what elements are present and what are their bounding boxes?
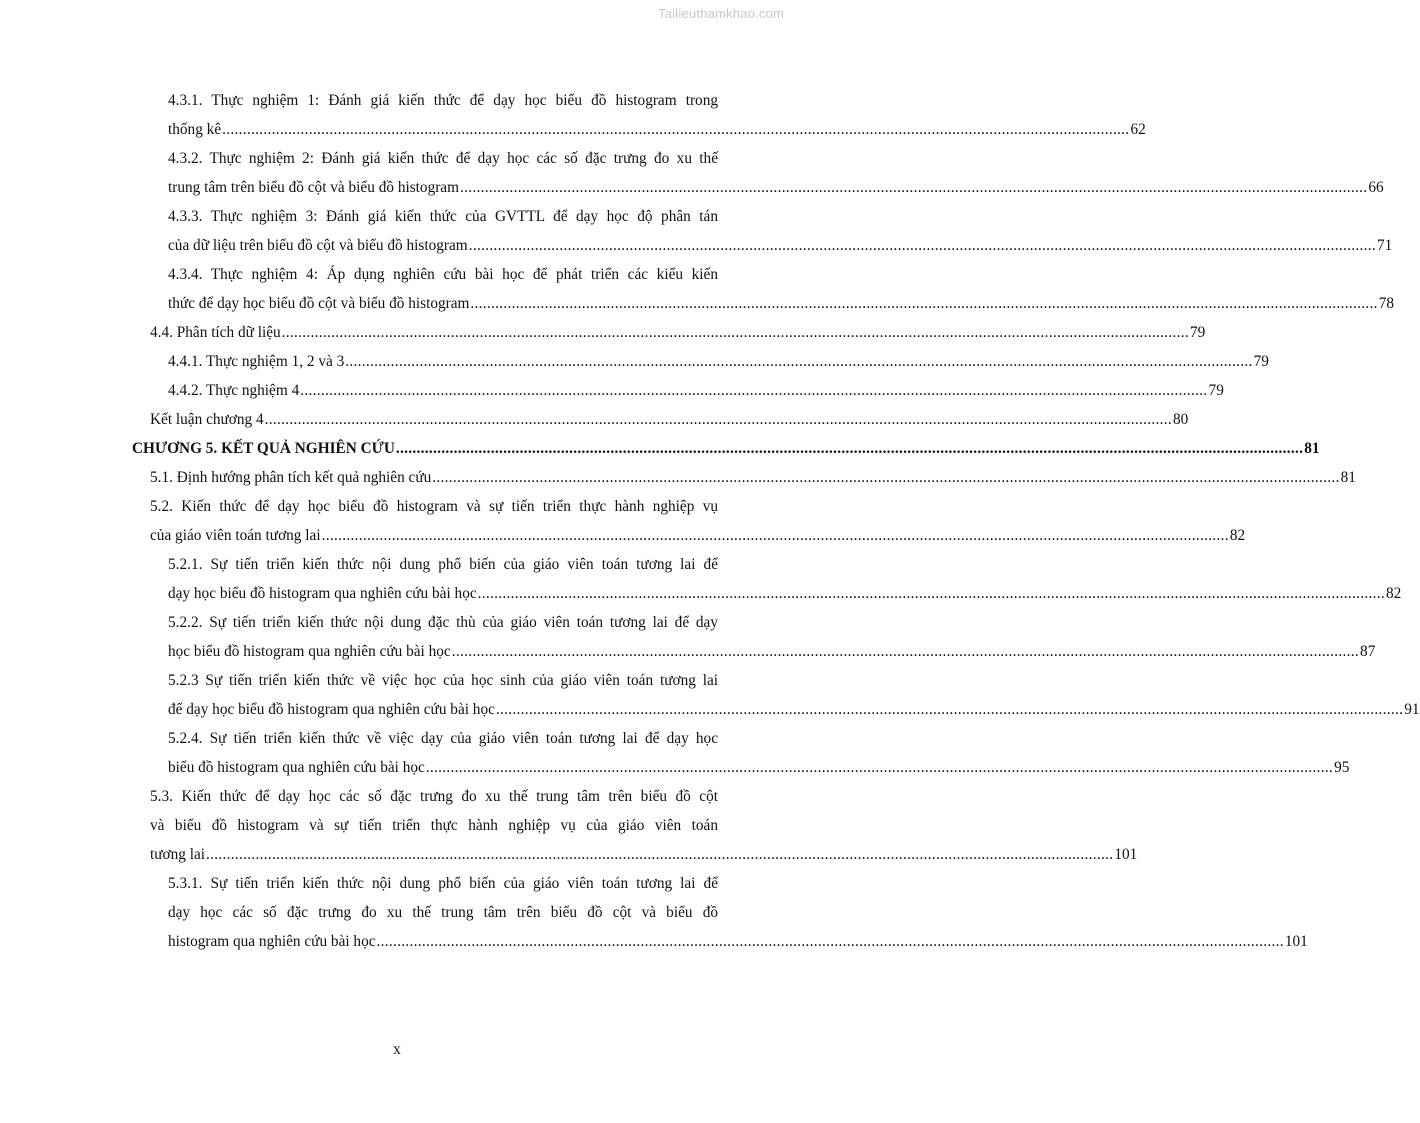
toc-entry-title: 4.4. Phân tích dữ liệu — [150, 324, 281, 341]
dot-leader: ............................................................................................................................................................................................................................ — [432, 469, 1340, 486]
toc-entry-line: 4.3.2. Thực nghiệm 2: Đánh giá kiến thức để dạy học các số đặc trưng đo xu thế — [168, 150, 718, 167]
toc-page-number: 79 — [1253, 353, 1269, 370]
toc-entry[interactable] — [168, 672, 1420, 730]
toc-entry-title: 4.4.2. Thực nghiệm 4 — [168, 382, 300, 399]
dot-leader: ............................................................................................................................................................................................................................ — [345, 353, 1253, 370]
toc-entry-last-line — [150, 411, 1189, 431]
toc-entry[interactable] — [168, 614, 1376, 672]
toc-entry-line: 5.2. Kiến thức để dạy học biểu đồ histogram và sự tiến triển thực hành nghiệp vụ — [150, 498, 718, 515]
toc-entry[interactable] — [150, 411, 1189, 440]
dot-leader: ............................................................................................................................................................................................................................ — [206, 846, 1114, 863]
toc-entry-line: 5.2.4. Sự tiến triển kiến thức về việc dạy của giáo viên toán tương lai để dạy học — [168, 730, 718, 747]
toc-entry[interactable] — [150, 788, 1138, 875]
dot-leader: ............................................................................................................................................................................................................................ — [300, 382, 1208, 399]
toc-entry-last-line — [168, 237, 1393, 257]
toc-entry-title: thức để dạy học biểu đồ cột và biểu đồ histogram — [168, 295, 470, 312]
toc-entry-last-line — [168, 353, 1269, 373]
toc-entry-line: 4.3.4. Thực nghiệm 4: Áp dụng nghiên cứu bài học để phát triển các kiểu kiến — [168, 266, 718, 283]
dot-leader: ............................................................................................................................................................................................................................ — [376, 933, 1284, 950]
dot-leader: ............................................................................................................................................................................................................................ — [425, 759, 1334, 776]
dot-leader: ............................................................................................................................................................................................................................ — [395, 440, 1304, 457]
toc-page-number: 101 — [1284, 933, 1308, 950]
toc-entry-line: dạy học các số đặc trưng đo xu thế trung tâm trên biểu đồ cột và biểu đồ — [168, 904, 718, 921]
toc-entry-line: và biểu đồ histogram và sự tiến triển thực hành nghiệp vụ của giáo viên toán — [150, 817, 718, 834]
toc-page-number: 95 — [1334, 759, 1350, 776]
toc-entry-last-line — [168, 759, 1350, 779]
toc-entry[interactable] — [168, 353, 1269, 382]
toc-entry-last-line — [168, 585, 1402, 605]
toc-page-number: 79 — [1208, 382, 1224, 399]
toc-entry-last-line — [150, 324, 1206, 344]
watermark-text: Tailieuthamkhao.com — [658, 6, 784, 21]
toc-page-number: 81 — [1304, 440, 1320, 457]
toc-page-number: 78 — [1378, 295, 1395, 312]
toc-entry-last-line — [150, 469, 1356, 489]
toc-entry-last-line — [168, 179, 1384, 199]
toc-entry-last-line — [168, 643, 1376, 663]
toc-entry-line: 4.3.1. Thực nghiệm 1: Đánh giá kiến thức để dạy học biểu đồ histogram trong — [168, 92, 718, 109]
toc-page-number: 66 — [1368, 179, 1384, 196]
toc-entry-title: của giáo viên toán tương lai — [150, 527, 321, 544]
toc-entry[interactable] — [168, 556, 1402, 614]
toc-entry[interactable] — [168, 150, 1384, 208]
dot-leader: ............................................................................................................................................................................................................................ — [321, 527, 1229, 544]
toc-entry-title: 4.4.1. Thực nghiệm 1, 2 và 3 — [168, 353, 345, 370]
toc-entry-title: trung tâm trên biểu đồ cột và biểu đồ histogram — [168, 179, 459, 196]
toc-entry-last-line — [168, 295, 1395, 315]
toc-entry-line: 5.2.1. Sự tiến triển kiến thức nội dung phổ biến của giáo viên toán tương lai để — [168, 556, 718, 573]
toc-entry[interactable] — [168, 875, 1308, 962]
toc-entry-title: histogram qua nghiên cứu bài học — [168, 933, 376, 950]
toc-entry-title: dạy học biểu đồ histogram qua nghiên cứu bài học — [168, 585, 477, 602]
toc-entry[interactable] — [168, 266, 1395, 324]
toc-page-number: 62 — [1130, 121, 1146, 138]
toc-entry-title: Kết luận chương 4 — [150, 411, 264, 428]
toc-entry[interactable] — [150, 469, 1356, 498]
dot-leader: ............................................................................................................................................................................................................................ — [281, 324, 1189, 341]
toc-entry-last-line — [150, 846, 1138, 866]
toc-page-number: 80 — [1173, 411, 1189, 428]
toc-entry-title: tương lai — [150, 846, 206, 863]
toc-page-number: 71 — [1377, 237, 1393, 254]
toc-entry-line: 5.2.3 Sự tiến triển kiến thức về việc học của học sinh của giáo viên toán tương lai — [168, 672, 718, 689]
page-number: x — [393, 1041, 401, 1058]
dot-leader: ............................................................................................................................................................................................................................ — [468, 237, 1377, 254]
dot-leader: ............................................................................................................................................................................................................................ — [477, 585, 1385, 602]
dot-leader: ............................................................................................................................................................................................................................ — [460, 179, 1368, 196]
toc-entry-title: để dạy học biểu đồ histogram qua nghiên cứu bài học — [168, 701, 495, 718]
toc-entry-line: 5.3. Kiến thức để dạy học các số đặc trưng đo xu thế trung tâm trên biểu đồ cột — [150, 788, 718, 805]
toc-page-number: 87 — [1360, 643, 1376, 660]
toc-page-number: 82 — [1229, 527, 1246, 544]
toc-entry[interactable] — [132, 440, 1320, 469]
dot-leader: ............................................................................................................................................................................................................................ — [470, 295, 1378, 312]
dot-leader: ............................................................................................................................................................................................................................ — [451, 643, 1360, 660]
toc-entry-last-line — [150, 527, 1246, 547]
toc-entry-line: 4.3.3. Thực nghiệm 3: Đánh giá kiến thức của GVTTL để dạy học độ phân tán — [168, 208, 718, 225]
dot-leader: ............................................................................................................................................................................................................................ — [222, 121, 1130, 138]
toc-page-number: 81 — [1340, 469, 1356, 486]
toc-entry[interactable] — [168, 730, 1350, 788]
toc-entry-title: 5.1. Định hướng phân tích kết quả nghiên cứu — [150, 469, 432, 486]
toc-entry-last-line — [168, 933, 1308, 953]
toc-entry[interactable] — [168, 92, 1146, 150]
toc-entry[interactable] — [150, 324, 1206, 353]
toc-entry-title: biểu đồ histogram qua nghiên cứu bài học — [168, 759, 425, 776]
toc-entry-last-line — [168, 701, 1420, 721]
toc-entry[interactable] — [168, 382, 1224, 411]
toc-page-number: 101 — [1114, 846, 1138, 863]
toc-entry-title: học biểu đồ histogram qua nghiên cứu bài học — [168, 643, 451, 660]
toc-page-number: 91 — [1404, 701, 1420, 718]
toc-page-number: 79 — [1189, 324, 1206, 341]
toc-entry[interactable] — [168, 208, 1393, 266]
dot-leader: ............................................................................................................................................................................................................................ — [264, 411, 1172, 428]
toc-entry-last-line — [132, 440, 1320, 460]
toc-entry-title: thống kê — [168, 121, 222, 138]
toc-entry-line: 5.3.1. Sự tiến triển kiến thức nội dung phổ biến của giáo viên toán tương lai để — [168, 875, 718, 892]
toc-page-number: 82 — [1385, 585, 1402, 602]
toc-entry-last-line — [168, 382, 1224, 402]
toc-entry-last-line — [168, 121, 1146, 141]
dot-leader: ............................................................................................................................................................................................................................ — [495, 701, 1404, 718]
toc-entry[interactable] — [150, 498, 1246, 556]
toc-entry-title: của dữ liệu trên biểu đồ cột và biểu đồ histogram — [168, 237, 468, 254]
toc-entry-line: 5.2.2. Sự tiến triển kiến thức nội dung đặc thù của giáo viên toán tương lai để dạy — [168, 614, 718, 631]
toc-entry-title: CHƯƠNG 5. KẾT QUẢ NGHIÊN CỨU — [132, 440, 395, 457]
